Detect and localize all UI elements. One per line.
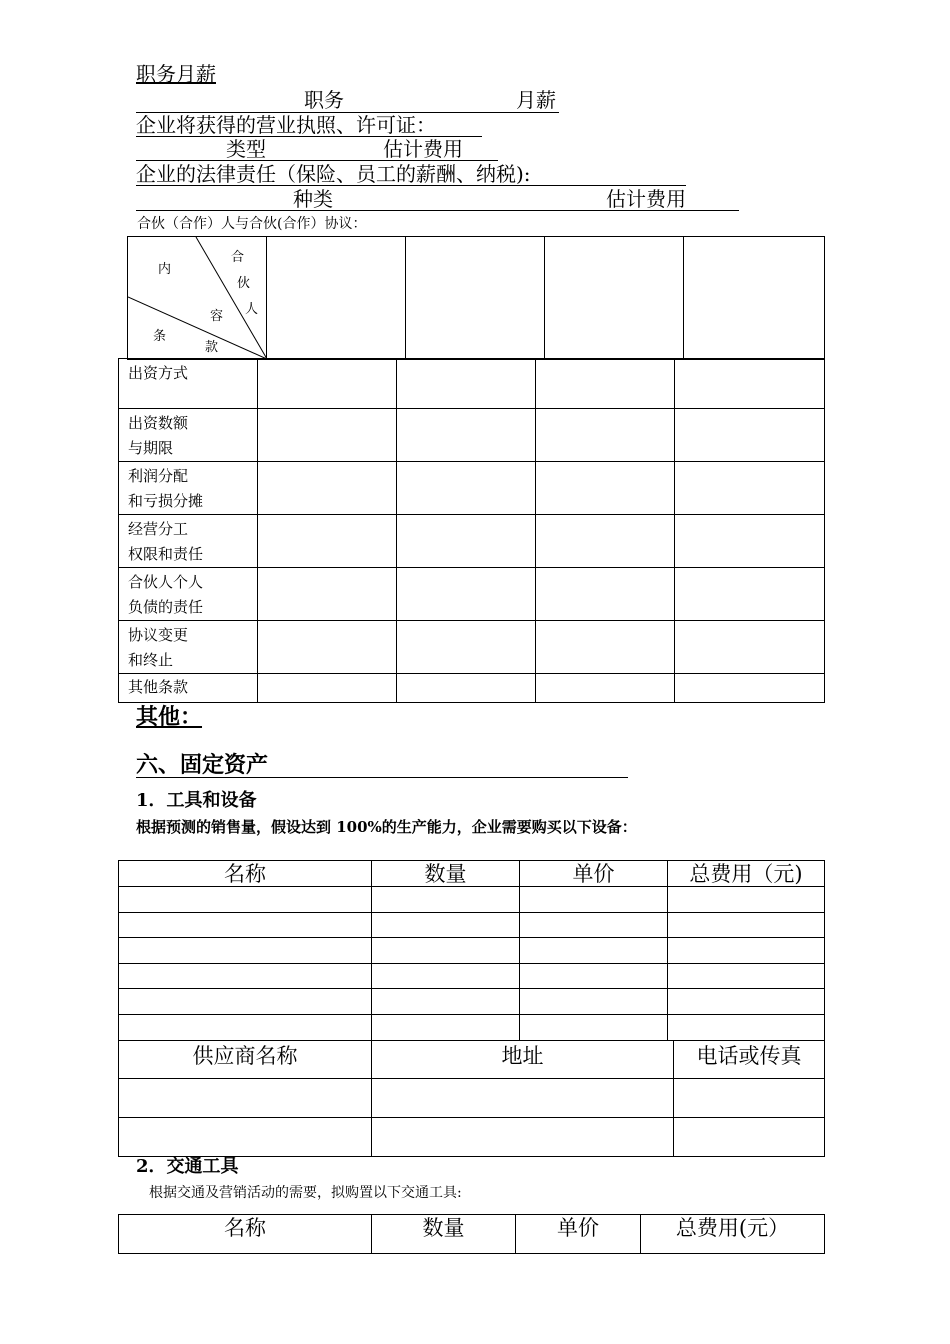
table-cell[interactable]: [520, 989, 668, 1015]
licenses-underline: [136, 160, 498, 161]
row-label-change-termination: 协议变更 和终止: [119, 621, 258, 674]
equip-header-qty: 数量: [372, 861, 520, 887]
licenses-col-type: 类型: [226, 137, 266, 161]
vehicle-header-total: 总费用(元）: [641, 1215, 825, 1254]
diagonal-header-cell: [128, 237, 267, 360]
table-cell[interactable]: [397, 409, 536, 462]
vehicle-header-price: 单价: [516, 1215, 641, 1254]
table-row: [119, 989, 825, 1015]
table-cell[interactable]: [372, 938, 520, 964]
diag-clause-2: 款: [205, 340, 219, 355]
equip-header-name: 名称: [119, 861, 372, 887]
section6-title: 六、固定资产: [136, 752, 269, 778]
row-label-contribution-amount: 出资数额 与期限: [119, 409, 258, 462]
table-cell[interactable]: [397, 674, 536, 703]
table-cell[interactable]: [668, 964, 825, 989]
partner-col-2[interactable]: [406, 237, 545, 360]
salary-title: 职务月薪: [136, 62, 216, 86]
table-cell[interactable]: [536, 409, 675, 462]
table-cell[interactable]: [536, 674, 675, 703]
table-cell[interactable]: [668, 887, 825, 913]
table-row: [119, 1015, 825, 1041]
table-cell[interactable]: [372, 913, 520, 938]
table-cell[interactable]: [536, 621, 675, 674]
table-cell[interactable]: [675, 462, 825, 515]
diag-partner-2: 伙: [237, 276, 251, 291]
table-cell[interactable]: [675, 674, 825, 703]
diag-partner-1: 合: [231, 250, 245, 265]
table-row: [119, 1118, 825, 1157]
table-cell[interactable]: [258, 359, 397, 409]
table-cell[interactable]: [258, 409, 397, 462]
table-cell[interactable]: [668, 913, 825, 938]
supplier-header-name: 供应商名称: [119, 1041, 372, 1079]
diag-content-2: 容: [210, 309, 224, 324]
partner-col-1[interactable]: [267, 237, 406, 360]
table-cell[interactable]: [536, 515, 675, 568]
table-cell[interactable]: [520, 964, 668, 989]
table-row: [119, 964, 825, 989]
table-cell[interactable]: [674, 1079, 825, 1118]
table-cell[interactable]: [119, 964, 372, 989]
diag-clause-1: 条: [153, 329, 167, 344]
table-cell[interactable]: [668, 1015, 825, 1041]
table-cell[interactable]: [397, 359, 536, 409]
table-cell[interactable]: [675, 515, 825, 568]
table-cell[interactable]: [397, 515, 536, 568]
table-cell[interactable]: [536, 359, 675, 409]
table-cell[interactable]: [674, 1118, 825, 1157]
diag-content-1: 内: [158, 262, 172, 277]
table-cell[interactable]: [119, 913, 372, 938]
salary-col-position: 职务: [304, 88, 344, 112]
partnership-title: 合伙（合作）人与合伙(合作）协议：: [137, 216, 367, 232]
legal-title-underline: [136, 185, 686, 186]
vehicle-header-name: 名称: [119, 1215, 372, 1254]
supplier-header-address: 地址: [372, 1041, 674, 1079]
equip-header-total: 总费用（元): [668, 861, 825, 887]
table-cell[interactable]: [668, 989, 825, 1015]
table-cell[interactable]: [119, 1118, 372, 1157]
table-row: [119, 887, 825, 913]
table-cell[interactable]: [536, 462, 675, 515]
row-label-division-of-labor: 经营分工 权限和责任: [119, 515, 258, 568]
table-cell[interactable]: [675, 359, 825, 409]
legal-underline: [136, 210, 739, 211]
table-cell[interactable]: [258, 515, 397, 568]
table-cell[interactable]: [372, 887, 520, 913]
table-cell[interactable]: [675, 621, 825, 674]
legal-col-cost: 估计费用: [606, 187, 686, 211]
table-cell[interactable]: [397, 462, 536, 515]
table-cell[interactable]: [675, 568, 825, 621]
equip-header-price: 单价: [520, 861, 668, 887]
salary-col-monthly: 月薪: [516, 88, 556, 112]
table-cell[interactable]: [520, 887, 668, 913]
sub1-title: 1．工具和设备: [136, 790, 257, 811]
table-cell[interactable]: [119, 938, 372, 964]
table-cell[interactable]: [668, 938, 825, 964]
supplier-header-phone: 电话或传真: [674, 1041, 825, 1079]
table-cell[interactable]: [536, 568, 675, 621]
table-row: [119, 1079, 825, 1118]
partner-col-4[interactable]: [684, 237, 825, 360]
legal-title: 企业的法律责任（保险、员工的薪酬、纳税):: [136, 162, 531, 186]
vehicle-table: [118, 1214, 825, 1254]
sub2-desc: 根据交通及营销活动的需要，拟购置以下交通工具:: [149, 1185, 462, 1201]
row-label-profit-loss: 利润分配 和亏损分摊: [119, 462, 258, 515]
table-cell[interactable]: [520, 913, 668, 938]
diag-partner-3: 人: [245, 302, 259, 317]
table-cell[interactable]: [675, 409, 825, 462]
table-cell[interactable]: [520, 1015, 668, 1041]
others-label: 其他：: [136, 704, 203, 730]
table-cell[interactable]: [119, 1015, 372, 1041]
sub1-desc: 根据预测的销售量，假设达到 100%的生产能力，企业需要购买以下设备：: [136, 818, 637, 836]
partner-col-3[interactable]: [545, 237, 684, 360]
table-cell[interactable]: [258, 621, 397, 674]
licenses-col-cost: 估计费用: [383, 137, 463, 161]
table-row: [119, 938, 825, 964]
legal-col-kind: 种类: [293, 187, 333, 211]
vehicle-header-qty: 数量: [372, 1215, 516, 1254]
table-row: [119, 913, 825, 938]
row-label-other-terms: 其他条款: [119, 674, 258, 703]
partnership-header-table: [127, 236, 825, 360]
table-cell[interactable]: [258, 462, 397, 515]
table-cell[interactable]: [258, 674, 397, 703]
table-cell[interactable]: [258, 568, 397, 621]
table-cell[interactable]: [397, 621, 536, 674]
table-cell[interactable]: [520, 938, 668, 964]
table-cell[interactable]: [372, 1079, 674, 1118]
licenses-title: 企业将获得的营业执照、许可证：: [136, 113, 436, 137]
equipment-table: [118, 860, 825, 1041]
table-cell[interactable]: [119, 887, 372, 913]
table-cell[interactable]: [397, 568, 536, 621]
table-cell[interactable]: [372, 989, 520, 1015]
section6-title-underline: [136, 777, 628, 778]
diagonal-lines: [128, 237, 267, 360]
sub2-title: 2．交通工具: [136, 1156, 239, 1177]
row-label-contribution-method: 出资方式: [119, 359, 258, 409]
supplier-table: [118, 1040, 825, 1157]
partnership-body-table: [118, 358, 825, 703]
table-cell[interactable]: [372, 1118, 674, 1157]
row-label-personal-liability: 合伙人个人 负债的责任: [119, 568, 258, 621]
table-cell[interactable]: [119, 1079, 372, 1118]
table-cell[interactable]: [119, 989, 372, 1015]
table-cell[interactable]: [372, 1015, 520, 1041]
table-cell[interactable]: [372, 964, 520, 989]
